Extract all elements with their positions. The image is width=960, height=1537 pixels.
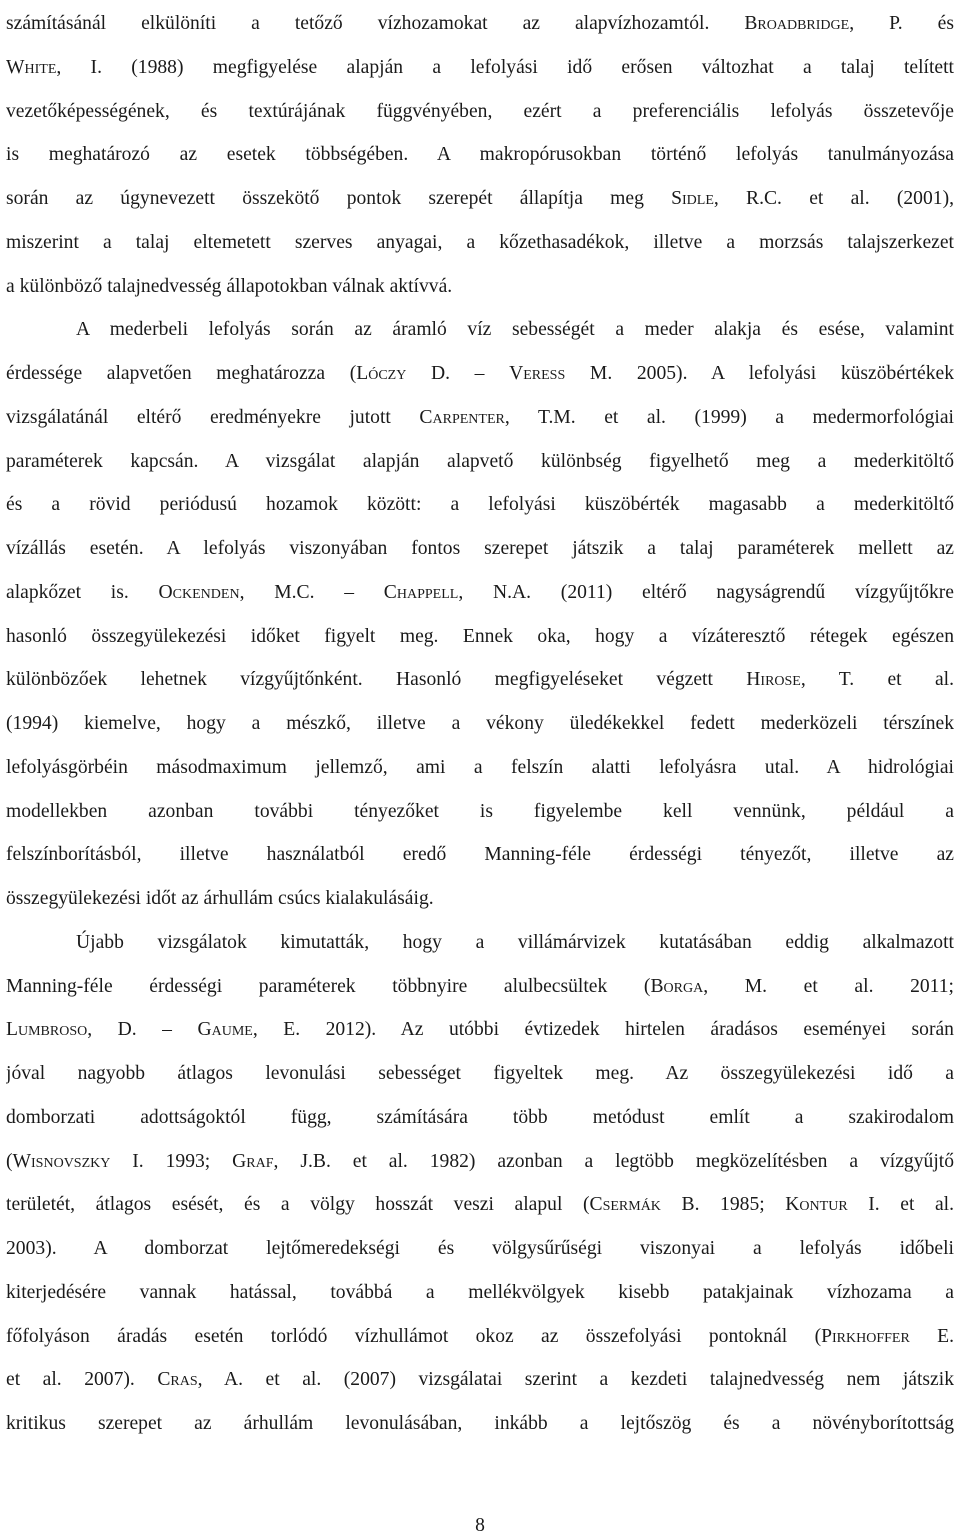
- text-line: [6, 221, 954, 265]
- text-line: [6, 177, 954, 221]
- text-segment: , E. 2012). Az utóbbi évtizedek hirtelen áradásos eseményei során: [252, 1019, 954, 1041]
- text-line: [6, 1271, 954, 1315]
- text-line: [6, 265, 954, 309]
- text-segment: E.: [909, 1325, 954, 1347]
- text-segment: , P. és: [849, 13, 954, 34]
- text-segment: M. 2005). A lefolyási küszöbértékek: [565, 363, 954, 384]
- text-segment: Újabb vizsgálatok kimutatták, hogy a villámárvizek kutatásában eddig alkalmazott: [76, 931, 954, 953]
- text-segment: vezetőképességének, és textúrájának függvényében, ezért a preferenciális lefolyás összetevője: [6, 100, 954, 122]
- text-line: [6, 308, 954, 352]
- text-line: [6, 1183, 954, 1227]
- text-segment: , M.C. –: [239, 581, 384, 603]
- text-line: [6, 615, 954, 659]
- body-text: [6, 2, 954, 1446]
- text-line: [6, 527, 954, 571]
- author-name: Lóczy: [356, 363, 407, 384]
- text-line: [6, 483, 954, 527]
- text-line: [6, 1052, 954, 1096]
- author-name: Wisnovszky: [12, 1150, 111, 1172]
- text-line: [6, 702, 954, 746]
- text-line: [6, 833, 954, 877]
- text-segment: lefolyásgörbéin másodmaximum jellemző, ami a felszín alatti lefolyásra utal. A hidrológiai: [6, 756, 954, 778]
- text-segment: érdessége alapvetően meghatározza (: [6, 363, 357, 384]
- text-segment: vízállás esetén. A lefolyás viszonyában fontos szerepet játszik a talaj paraméterek mellett az: [6, 538, 954, 559]
- author-name: Borga: [650, 975, 704, 997]
- text-segment: , M. et al. 2011;: [703, 975, 954, 997]
- author-name: Carpenter: [419, 406, 505, 428]
- author-name: Csermák: [589, 1194, 661, 1216]
- text-segment: hasonló összegyülekezési időket figyelt meg. Ennek oka, hogy a vízáteresztő rétegek egészen: [6, 625, 954, 647]
- text-segment: I. 1993;: [110, 1150, 233, 1172]
- text-line: [6, 746, 954, 790]
- document-page: [6, 2, 954, 1446]
- text-line: [6, 1358, 954, 1402]
- text-segment: és a rövid periódusú hozamok között: a lefolyási küszöbérték magasabb a mederkitöltő: [6, 494, 954, 516]
- author-name: Hirose: [746, 669, 801, 691]
- text-line: [6, 571, 954, 615]
- text-line: [6, 1008, 954, 1052]
- text-line: [6, 1096, 954, 1140]
- page-number: 8: [475, 1515, 485, 1536]
- text-segment: a különböző talajnedvesség állapotokban válnak aktívvá.: [6, 275, 453, 297]
- text-line: [6, 352, 954, 396]
- text-line: [6, 790, 954, 834]
- text-segment: vizsgálatánál eltérő eredményekre jutott: [6, 406, 420, 428]
- text-segment: kiterjedésére vannak hatással, továbbá a mellékvölgyek kisebb patakjainak vízhozama a: [6, 1281, 954, 1303]
- author-name: Cras: [157, 1369, 198, 1391]
- text-segment: I. et al.: [847, 1194, 954, 1216]
- text-line: [6, 396, 954, 440]
- text-segment: számításánál elkülöníti a tetőző vízhozamokat az alapvízhozamtól.: [6, 13, 745, 34]
- author-name: Graf: [232, 1150, 274, 1172]
- text-line: [6, 658, 954, 702]
- author-name: Veress: [509, 363, 566, 384]
- text-segment: , J.B. et al. 1982) azonban a legtöbb megközelítésben a vízgyűjtő: [273, 1150, 954, 1172]
- text-segment: is meghatározó az esetek többségében. A makropórusokban történő lefolyás tanulmányozása: [6, 144, 954, 166]
- text-line: [6, 1315, 954, 1359]
- text-segment: Manning-féle érdességi paraméterek többnyire alulbecsültek (: [6, 975, 651, 997]
- text-segment: , A. et al. (2007) vizsgálatai szerint a kezdeti talajnedvesség nem játszik: [197, 1369, 954, 1391]
- text-line: [6, 1227, 954, 1271]
- text-segment: jóval nagyobb átlagos levonulási sebességet figyeltek meg. Az összegyülekezési idő a: [6, 1063, 954, 1084]
- text-line: [6, 965, 954, 1009]
- text-segment: A mederbeli lefolyás során az áramló víz sebességét a meder alakja és esése, valamint: [76, 319, 954, 341]
- text-segment: , N.A. (2011) eltérő nagyságrendű vízgyűjtőkre: [458, 581, 954, 603]
- text-segment: területét, átlagos esését, és a völgy hosszát veszi alapul (: [6, 1194, 590, 1216]
- text-line: [6, 1402, 954, 1446]
- author-name: Sidle: [671, 188, 714, 209]
- text-segment: kritikus szerepet az árhullám levonulásában, inkább a lejtőszög és a növényborítottság: [6, 1413, 954, 1434]
- text-line: [6, 2, 954, 46]
- text-line: [6, 921, 954, 965]
- text-segment: , I. (1988) megfigyelése alapján a lefolyási idő erősen változhat a talaj telített: [56, 56, 954, 78]
- author-name: Broadbridge: [744, 13, 850, 34]
- text-segment: , T. et al.: [800, 669, 954, 691]
- text-line: [6, 1140, 954, 1184]
- author-name: Kontur: [785, 1194, 848, 1216]
- text-segment: B. 1985;: [660, 1194, 786, 1216]
- text-segment: (1994) kiemelve, hogy a mészkő, illetve a vékony üledékekkel fedett mederközeli térszínek: [6, 713, 954, 734]
- text-segment: során az úgynevezett összekötő pontok szerepét állapítja meg: [6, 188, 672, 209]
- text-line: [6, 90, 954, 134]
- author-name: White: [6, 56, 57, 78]
- text-line: [6, 877, 954, 921]
- text-line: [6, 440, 954, 484]
- text-segment: modellekben azonban további tényezőket is figyelembe kell vennünk, például a: [6, 800, 954, 822]
- author-name: Ockenden: [158, 581, 240, 603]
- text-segment: 2003). A domborzat lejtőmeredekségi és völgysűrűségi viszonyai a lefolyás időbeli: [6, 1238, 954, 1259]
- text-line: [6, 133, 954, 177]
- text-segment: paraméterek kapcsán. A vizsgálat alapján alapvető különbség figyelhető meg a mederkitöltő: [6, 450, 954, 472]
- text-segment: alapkőzet is.: [6, 581, 159, 603]
- text-segment: különbözőek lehetnek vízgyűjtőnként. Hasonló megfigyeléseket végzett: [6, 669, 747, 691]
- text-segment: D. –: [406, 363, 510, 384]
- author-name: Chappell: [383, 581, 459, 603]
- text-line: [6, 46, 954, 90]
- text-segment: , T.M. et al. (1999) a medermorfológiai: [504, 406, 954, 428]
- author-name: Lumbroso: [6, 1019, 88, 1041]
- text-segment: főfolyáson áradás esetén torlódó vízhullámot okoz az összefolyási pontoknál (: [6, 1325, 822, 1347]
- author-name: Pirkhoffer: [821, 1325, 910, 1347]
- text-segment: összegyülekezési időt az árhullám csúcs kialakulásáig.: [6, 888, 434, 909]
- text-segment: miszerint a talaj eltemetett szerves anyagai, a kőzethasadékok, illetve a morzsás talajszerkezet: [6, 231, 954, 253]
- author-name: Gaume: [197, 1019, 253, 1041]
- text-segment: domborzati adottságoktól függ, számítására több metódust említ a szakirodalom: [6, 1106, 954, 1128]
- text-segment: felszínborításból, illetve használatból eredő Manning-féle érdességi tényezőt, illetve az: [6, 844, 954, 866]
- text-segment: et al. 2007).: [6, 1369, 158, 1391]
- text-segment: , R.C. et al. (2001),: [713, 188, 954, 209]
- text-segment: , D. –: [87, 1019, 198, 1041]
- text-segment: (: [6, 1150, 13, 1172]
